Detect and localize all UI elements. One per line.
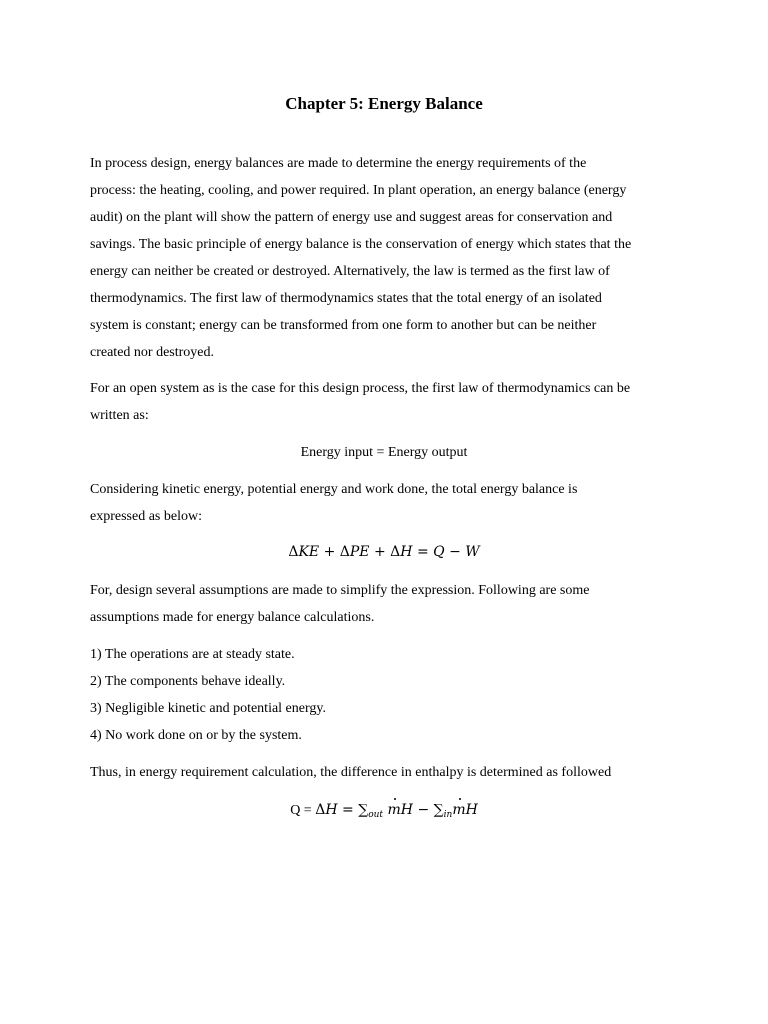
open-system-paragraph: [90, 375, 690, 429]
paragraph-line: Thus, in energy requirement calculation, the difference in enthalpy is determined as followed: [90, 765, 612, 780]
delta-symbol: Δ: [390, 544, 401, 560]
intro-paragraph: [90, 150, 690, 366]
paragraph-line: energy can neither be created or destroyed. Alternatively, the law is termed as the first law of: [90, 264, 610, 279]
out-subscript: out: [368, 810, 384, 820]
paragraph-line: In process design, energy balances are made to determine the energy requirements of the: [90, 156, 587, 171]
assumption-item: 4) No work done on or by the system.: [90, 728, 302, 743]
chapter-title: Chapter 5: Energy Balance: [285, 94, 483, 113]
assumption-item: 3) Negligible kinetic and potential energy.: [90, 701, 326, 716]
equals-sign: =: [342, 802, 354, 818]
kinetic-energy-term: KE: [298, 544, 320, 560]
enthalpy-term: H: [400, 544, 413, 560]
paragraph-line: Considering kinetic energy, potential energy and work done, the total energy balance is: [90, 482, 578, 497]
work-term: W: [465, 544, 480, 560]
equals-sign: =: [416, 544, 429, 560]
mass-flow-term: m: [387, 797, 400, 824]
heat-lhs: Q =: [290, 803, 316, 818]
assumption-item: 2) The components behave ideally.: [90, 674, 286, 689]
enthalpy-term: H: [325, 802, 338, 818]
delta-symbol: Δ: [339, 544, 350, 560]
heat-term: Q: [433, 544, 445, 560]
enthalpy-equation: [0, 797, 768, 829]
assumptions-paragraph: [90, 577, 690, 631]
paragraph-line: expressed as below:: [90, 509, 202, 524]
sum-symbol: ∑: [433, 802, 444, 818]
assumption-item: 1) The operations are at steady state.: [90, 647, 295, 662]
energy-equation: Energy input = Energy output: [300, 445, 468, 460]
paragraph-line: For an open system as is the case for this design process, the first law of thermodynamics can be: [90, 381, 631, 396]
plus-sign: +: [323, 544, 336, 560]
enthalpy-term: H: [400, 802, 413, 818]
minus-sign: −: [449, 544, 461, 560]
minus-sign: −: [417, 802, 430, 818]
paragraph-line: For, design several assumptions are made to simplify the expression. Following are some: [90, 583, 590, 598]
paragraph-line: process: the heating, cooling, and power required. In plant operation, an energy balance (energy: [90, 183, 627, 198]
potential-energy-term: PE: [349, 544, 370, 560]
mass-flow-term: m: [452, 797, 465, 824]
enthalpy-paragraph: [90, 759, 690, 786]
sum-symbol: ∑: [358, 802, 369, 818]
energy-balance-equation: [0, 539, 768, 566]
energy-balance-paragraph: [90, 476, 690, 530]
enthalpy-term: H: [465, 802, 478, 818]
paragraph-line: thermodynamics. The first law of thermodynamics states that the total energy of an isolated: [90, 291, 602, 306]
paragraph-line: savings. The basic principle of energy balance is the conservation of energy which states that the: [90, 237, 632, 252]
delta-symbol: Δ: [315, 802, 326, 818]
in-subscript: in: [443, 810, 453, 820]
paragraph-line: written as:: [90, 408, 149, 423]
paragraph-line: created nor destroyed.: [90, 345, 214, 360]
paragraph-line: assumptions made for energy balance calculations.: [90, 610, 375, 625]
plus-sign: +: [373, 544, 386, 560]
paragraph-line: audit) on the plant will show the pattern of energy use and suggest areas for conservation and: [90, 210, 613, 225]
paragraph-line: system is constant; energy can be transformed from one form to another but can be neither: [90, 318, 597, 333]
delta-symbol: Δ: [288, 544, 299, 560]
